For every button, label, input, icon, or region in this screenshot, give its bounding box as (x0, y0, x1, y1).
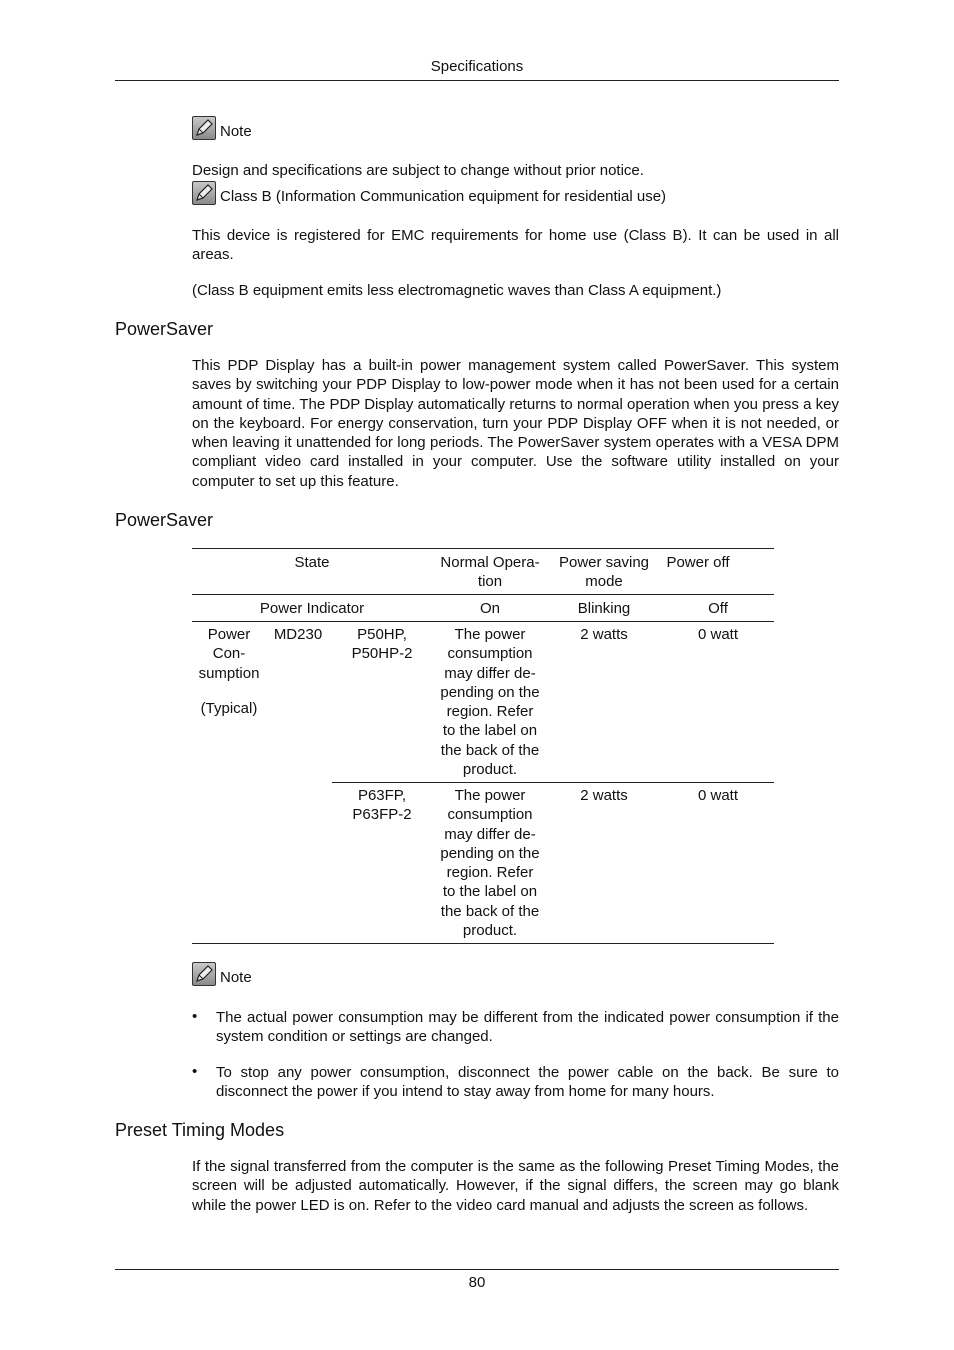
col-header-state: State (294, 554, 330, 571)
section-heading: PowerSaver (115, 510, 214, 530)
classb-paragraph-2: (Class B equipment emits less electromagnetic waves than Class A equipment.) (192, 282, 722, 299)
table-header-rule (192, 594, 774, 595)
page-number: 80 (468, 1274, 486, 1291)
model-label: MD230 (273, 626, 323, 643)
classb-heading (192, 181, 666, 205)
col-header-saving: Power saving mode (558, 554, 650, 591)
section-paragraph: This PDP Display has a built-in power management system called PowerSaver. This system saves by switching your PDP Display to low-power mode when it has not been used for a certain amount of time. The PDP Display automatically returns to normal operation when you press a key on the keyboard. For energy conservation, turn your PDP Display OFF when it is not needed, or when leaving it unattended for long periods. The PowerSaver system operates with a VESA DPM compliant video card installed in your computer. Use the software utility installed on your computer to set up this feature. (192, 357, 839, 490)
saving-value: 2 watts (580, 787, 628, 804)
indicator-saving: Blinking (577, 600, 631, 617)
footer-rule (115, 1269, 839, 1270)
bullet-text: To stop any power consumption, disconnect the power cable on the back. Be sure to disconnect the power if you intend to stay away from home for many hours. (216, 1064, 839, 1101)
off-value: 0 watt (697, 787, 739, 804)
indicator-normal: On (479, 600, 500, 617)
variant-label: P50HP, P50HP-2 (351, 626, 413, 663)
indicator-label: Power Indicator (259, 600, 365, 617)
variant-label: P63FP, P63FP-2 (352, 787, 412, 824)
off-value: 0 watt (697, 626, 739, 643)
note-pencil-icon (192, 962, 216, 986)
note-label: Note (220, 969, 252, 986)
bullet-marker: • (192, 1063, 198, 1080)
note-heading (192, 116, 252, 140)
normal-note: The power consumption may differ de- pending on the region. Refer to the label on the back of the product. (440, 626, 540, 779)
header-rule (115, 80, 839, 81)
table-row-rule (332, 782, 774, 783)
table-top-rule (192, 548, 774, 549)
normal-note: The power consumption may differ de- pending on the region. Refer to the label on the back of the product. (440, 787, 540, 940)
consumption-label: Power Con- sumption (198, 626, 260, 682)
bullet-text: The actual power consumption may be different from the indicated power consumption if the system condition or settings are changed. (216, 1009, 839, 1046)
classb-paragraph: This device is registered for EMC requirements for home use (Class B). It can be used in all areas. (192, 227, 839, 264)
indicator-off: Off (708, 600, 728, 617)
table-row-rule (192, 621, 774, 622)
section-heading: PowerSaver (115, 319, 214, 339)
section-paragraph: If the signal transferred from the computer is the same as the following Preset Timing Modes, the screen will be adjusted automatically. However, if the signal differs, the screen may go blank while the power LED is on. Refer to the video card manual and adjusts the screen as follows. (192, 1158, 839, 1214)
table-bottom-rule (192, 943, 774, 944)
note-pencil-icon (192, 116, 216, 140)
col-header-off: Power off (666, 554, 730, 571)
bullet-marker: • (192, 1008, 198, 1025)
col-header-normal: Normal Opera- tion (440, 554, 540, 591)
note-text: Design and specifications are subject to change without prior notice. (192, 162, 644, 179)
typical-label: (Typical) (200, 700, 258, 717)
classb-label: Class B (Information Communication equipment for residential use) (220, 188, 667, 205)
section-heading: Preset Timing Modes (115, 1120, 285, 1140)
note-heading (192, 962, 252, 986)
note-label: Note (220, 123, 252, 140)
saving-value: 2 watts (580, 626, 628, 643)
running-header: Specifications (430, 58, 524, 75)
note-pencil-icon (192, 181, 216, 205)
